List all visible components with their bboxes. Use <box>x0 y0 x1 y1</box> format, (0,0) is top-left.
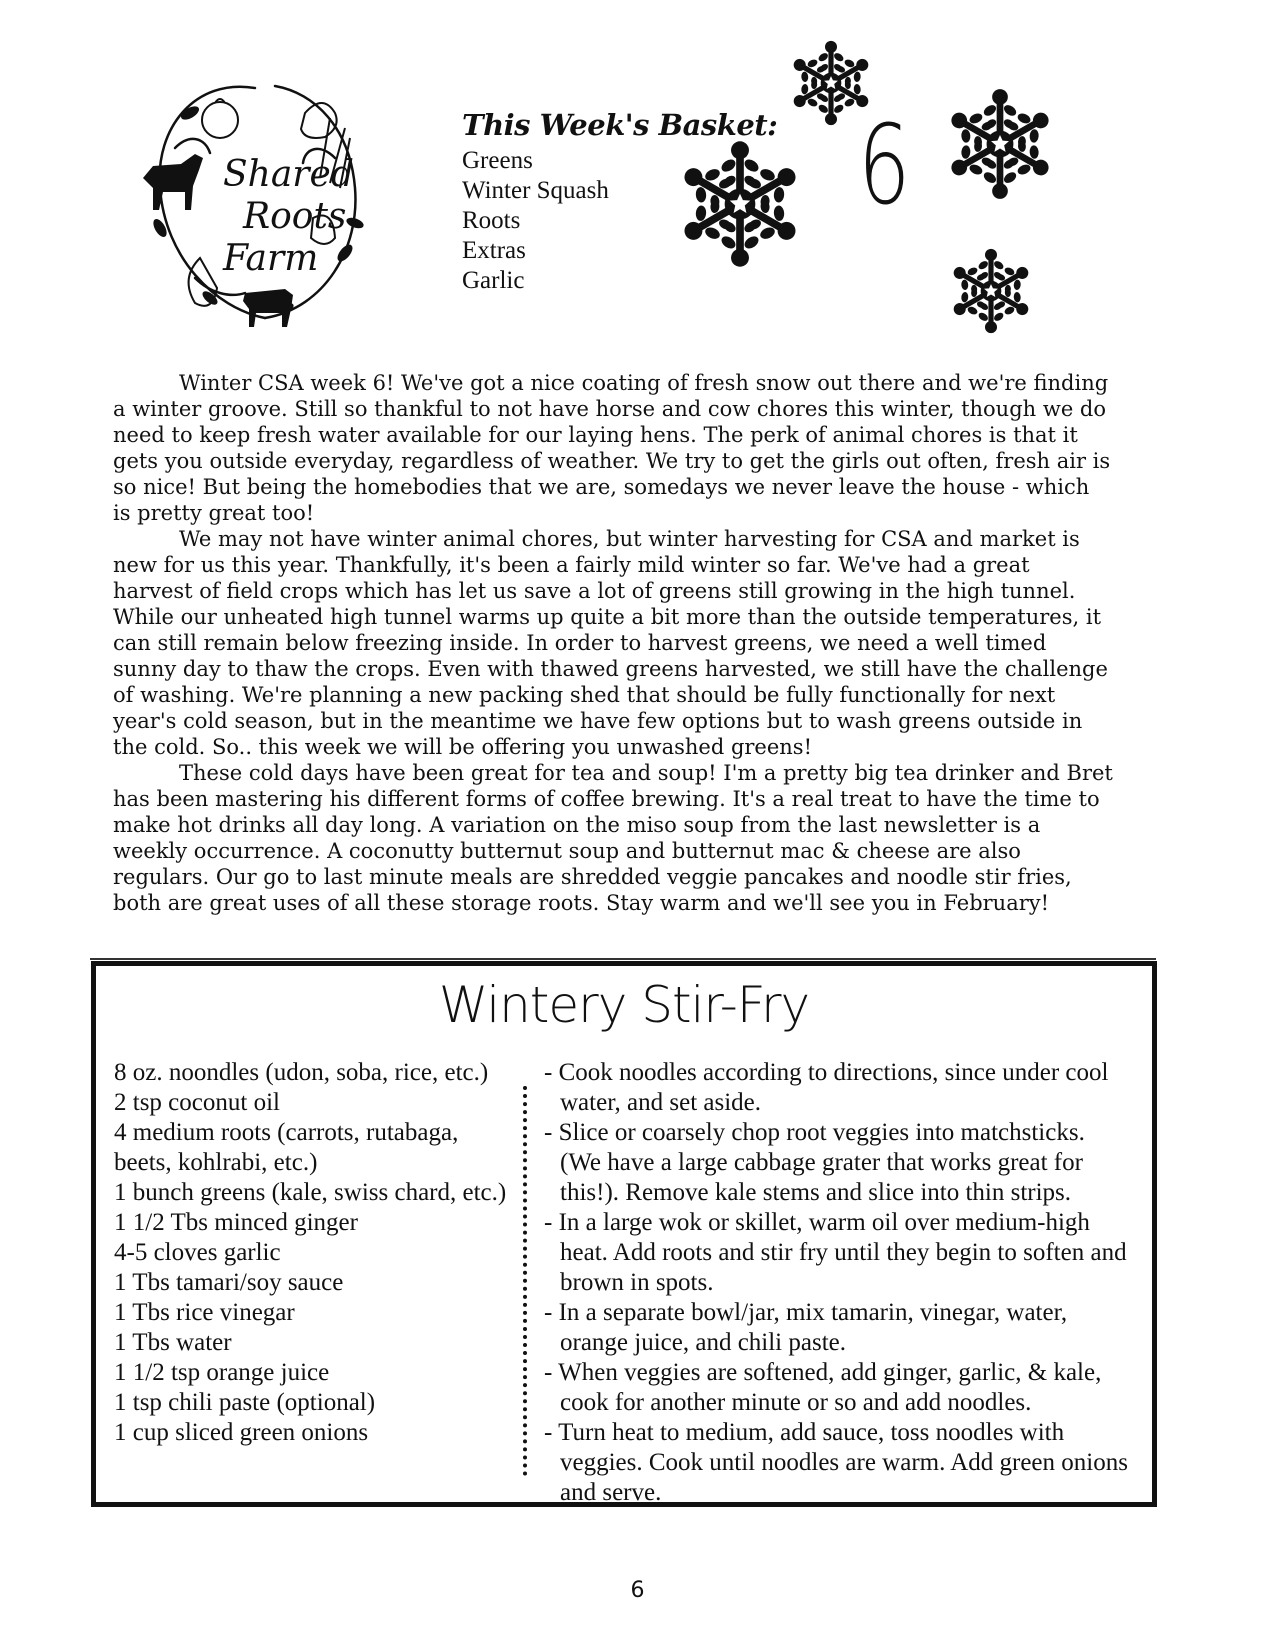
basket-item-extras: Extras <box>462 237 526 264</box>
week-number: 6 <box>858 101 911 229</box>
basket-item-winter-squash: Winter Squash <box>462 177 609 204</box>
ingredient-item: 8 oz. noondles (udon, soba, rice, etc.) <box>114 1059 489 1086</box>
article-paragraph: We may not have winter animal chores, but winter harvesting for CSA and market is new for us this year. Thankfully, it's been a fairly mild winter so far. We've had a great harvest of field crops which has let us save a lot of greens still growing in the high tunnel. While our unheated high tunnel warms up quite a bit more than the outside temperatures, it can still remain below freezing inside. In order to harvest greens, we need a well timed sunny day to thaw the crops. Even with thawed greens harvested, we still have the challenge of washing. We're planning a new packing shed that should be fully functionally for next year's cold season, but in the meantime we have few options but to wash greens outside in the cold. So.. this week we will be offering you unwashed greens! <box>113 527 1108 759</box>
instruction-step: - In a separate bowl/jar, mix tamarin, vinegar, water, orange juice, and chili paste. <box>544 1299 1068 1356</box>
instruction-step: - In a large wok or skillet, warm oil over medium-high heat. Add roots and stir fry until they begin to soften and brown in spots. <box>544 1209 1127 1296</box>
recipe-title: Wintery Stir-Fry <box>438 976 810 1034</box>
instruction-step: - When veggies are softened, add ginger, garlic, & kale, cook for another minute or so and add noodles. <box>544 1359 1102 1416</box>
ingredient-item: 1 cup sliced green onions <box>114 1419 369 1446</box>
logo-roots: Roots <box>243 196 347 237</box>
ingredient-item: 1 bunch greens (kale, swiss chard, etc.) <box>114 1179 507 1206</box>
farm-logo <box>135 58 375 338</box>
instruction-list <box>544 1058 1129 1508</box>
instruction-step: - Cook noodles according to directions, since under cool water, and set aside. <box>544 1059 1109 1116</box>
instruction-step: - Slice or coarsely chop root veggies into matchsticks. (We have a large cabbage grater that works great for this!). Remove kale stems and slice into thin strips. <box>544 1119 1085 1206</box>
basket-title: This Week's Basket: <box>462 108 778 142</box>
page-number: 6 <box>630 1578 645 1603</box>
logo-shared: Shared <box>223 154 354 195</box>
ingredient-item: 4 medium roots (carrots, rutabaga, beets, kohlrabi, etc.) <box>114 1119 459 1176</box>
recipe-box <box>91 961 1157 1507</box>
ingredient-item: 2 tsp coconut oil <box>114 1089 280 1116</box>
basket-item-greens: Greens <box>462 147 533 174</box>
article-paragraph: These cold days have been great for tea and soup! I'm a pretty big tea drinker and Bret has been mastering his different forms of coffee brewing. It's a real treat to have the time to make hot drinks all day long. A variation on the miso soup from the last newsletter is a weekly occurrence. A coconutty butternut soup and butternut mac & cheese are also regulars. Our go to last minute meals are shredded veggie pancakes and noodle stir fries, both are great uses of all these storage roots. Stay warm and we'll see you in February! <box>113 761 1113 915</box>
snowflake-icon <box>944 88 1056 200</box>
instruction-step: - Turn heat to medium, add sauce, toss noodles with veggies. Cook until noodles are warm. Add green onions and serve. <box>544 1419 1128 1506</box>
snowflake-icon <box>676 140 804 268</box>
dotted-divider <box>523 1086 527 1476</box>
ingredient-item: 1 tsp chili paste (optional) <box>114 1389 376 1416</box>
ingredient-item: 1 1/2 tsp orange juice <box>114 1359 330 1386</box>
newsletter-article <box>113 370 1113 916</box>
basket-item-garlic: Garlic <box>462 267 525 294</box>
snowflake-icon <box>948 248 1034 334</box>
basket-item-roots: Roots <box>462 207 521 234</box>
ingredient-item: 1 1/2 Tbs minced ginger <box>114 1209 358 1236</box>
logo-farm: Farm <box>223 238 319 279</box>
article-paragraph: Winter CSA week 6! We've got a nice coating of fresh snow out there and we're finding a winter groove. Still so thankful to not have horse and cow chores this winter, though we do need to keep fresh water available for our laying hens. The perk of animal chores is that it gets you outside everyday, regardless of weather. We try to get the girls out often, fresh air is so nice! But being the homebodies that we are, somedays we never leave the house - which is pretty great too! <box>113 371 1111 525</box>
ingredient-list <box>114 1058 514 1448</box>
ingredient-item: 1 Tbs rice vinegar <box>114 1299 295 1326</box>
ingredient-item: 4-5 cloves garlic <box>114 1239 281 1266</box>
ingredient-item: 1 Tbs tamari/soy sauce <box>114 1269 344 1296</box>
ingredient-item: 1 Tbs water <box>114 1329 232 1356</box>
